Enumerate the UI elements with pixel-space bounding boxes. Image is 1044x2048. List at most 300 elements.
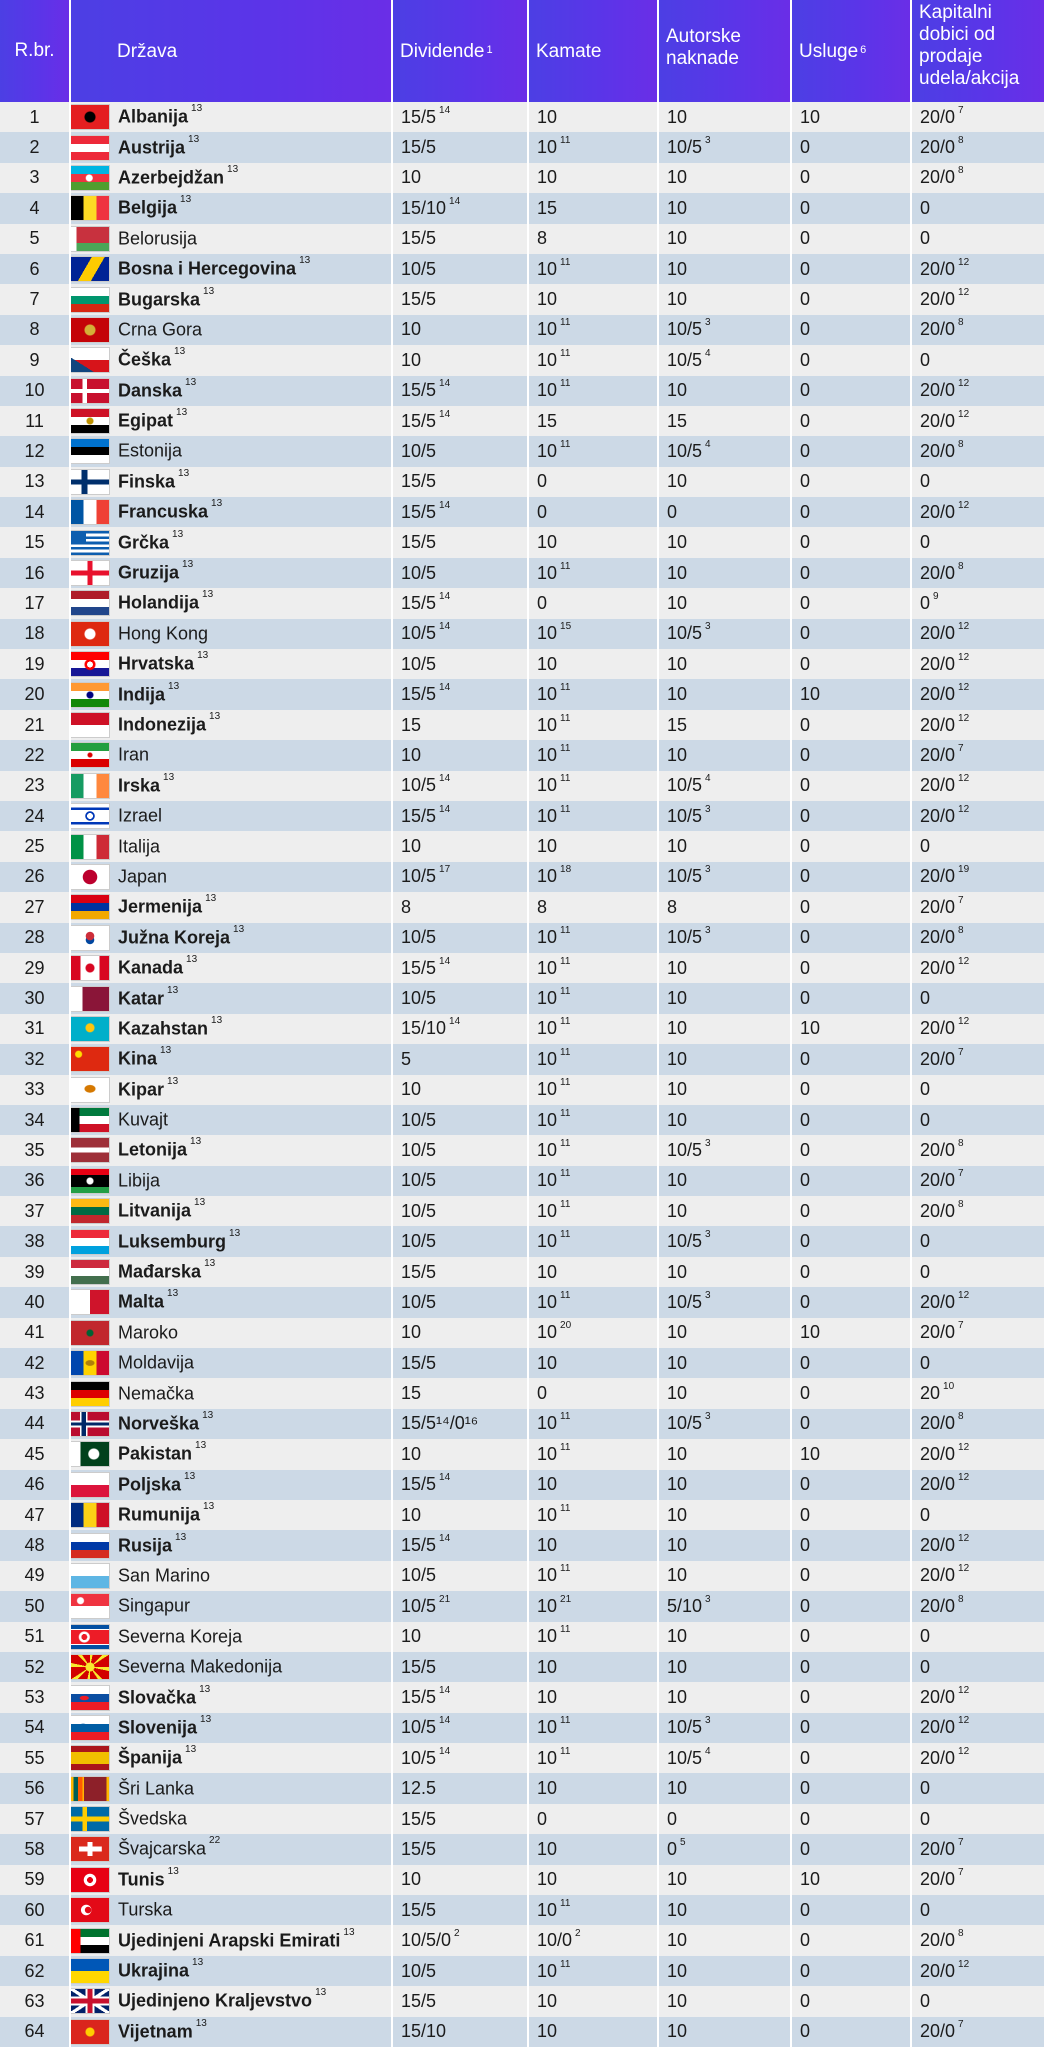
footnote-ref: 11 — [560, 1046, 571, 1058]
autorske-cell — [658, 345, 791, 375]
country-cell — [70, 1622, 392, 1652]
country-name: Rumunija — [118, 1504, 201, 1525]
footnote-ref: 11 — [560, 955, 571, 967]
footnote-ref: 11 — [560, 1289, 571, 1301]
kamate-value: 10 — [537, 258, 558, 279]
estonia-flag-icon — [71, 439, 109, 463]
dividende-value: 10 — [401, 1443, 422, 1464]
dividende-cell — [392, 558, 528, 588]
footnote-ref: 13 — [209, 711, 221, 722]
kapitalni-cell — [911, 619, 1044, 649]
country-cell — [70, 740, 392, 770]
kamate-value: 10 — [537, 1109, 558, 1130]
table-row — [0, 1044, 1044, 1074]
kamate-cell — [528, 1287, 658, 1317]
kazakhstan-flag-icon — [71, 1017, 109, 1041]
kapitalni-cell — [911, 1652, 1044, 1682]
table-row — [0, 892, 1044, 922]
indonesia-flag-icon — [71, 713, 109, 737]
kamate-cell — [528, 1591, 658, 1621]
dividende-cell — [392, 1865, 528, 1895]
kamate-cell — [528, 1530, 658, 1560]
autorske-value: 15 — [667, 410, 688, 431]
montenegro-flag-icon — [71, 318, 109, 342]
usluge-value: 0 — [800, 1352, 811, 1373]
footnote-ref: 13 — [167, 1865, 179, 1877]
kamate-cell — [528, 406, 658, 436]
country-cell — [70, 1865, 392, 1895]
usluge-cell — [791, 1834, 911, 1864]
footnote-ref: 11 — [560, 1715, 571, 1727]
kamate-cell — [528, 1044, 658, 1074]
kapitalni-cell — [911, 1500, 1044, 1530]
table-row — [0, 193, 1044, 223]
usluge-value: 0 — [800, 1687, 811, 1707]
kapitalni-value: 20/0 — [920, 137, 956, 158]
kapitalni-value: 20/0 — [920, 744, 956, 765]
dividende-cell — [392, 1956, 528, 1986]
libya-flag-icon — [71, 1169, 109, 1193]
dividende-value: 15/5 — [401, 1261, 437, 1282]
footnote-ref: 3 — [705, 621, 711, 633]
usluge-cell — [791, 1986, 911, 2016]
autorske-value: 10/5 — [667, 137, 703, 158]
uae-flag-icon — [71, 1929, 109, 1953]
dividende-value: 10/5 — [401, 1717, 437, 1738]
footnote-ref: 11 — [560, 1441, 571, 1453]
row-number: 6 — [29, 258, 40, 279]
country-name: Gruzija — [118, 562, 180, 583]
dividende-cell — [392, 1530, 528, 1560]
azerbaijan-flag-icon — [71, 166, 109, 190]
row-number: 43 — [24, 1383, 45, 1404]
footnote-ref: 4 — [705, 1745, 711, 1757]
dividende-value: 10 — [401, 1869, 422, 1890]
autorske-cell — [658, 193, 791, 223]
footnote-ref: 12 — [958, 651, 970, 663]
table-row — [0, 254, 1044, 284]
dividende-cell — [392, 1713, 528, 1743]
autorske-cell — [658, 467, 791, 497]
egypt-flag-icon — [71, 409, 109, 433]
kapitalni-cell — [911, 1530, 1044, 1560]
dividende-value: 15/5 — [401, 137, 437, 158]
dividende-value: 15/5 — [401, 957, 437, 978]
kamate-value: 10 — [537, 988, 558, 1009]
footnote-ref: 3 — [705, 317, 711, 329]
country-name: Indonezija — [118, 714, 207, 735]
table-row — [0, 1075, 1044, 1105]
canada-flag-icon — [71, 956, 109, 980]
kapitalni-value: 20/0 — [920, 1322, 956, 1343]
vietnam-flag-icon — [71, 2020, 109, 2044]
bosnia-flag-icon — [71, 257, 109, 281]
country-name: Švedska — [118, 1808, 188, 1829]
table-row — [0, 1743, 1044, 1773]
country-cell — [70, 1226, 392, 1256]
dividende-value: 10/5 — [401, 562, 437, 583]
kamate-cell — [528, 2017, 658, 2047]
kamate-cell — [528, 497, 658, 527]
france-flag-icon — [71, 500, 109, 524]
footnote-ref: 11 — [560, 256, 571, 268]
dividende-value: 10/5 — [401, 927, 437, 948]
usluge-value: 0 — [800, 2021, 811, 2042]
autorske-cell — [658, 1226, 791, 1256]
lithuania-flag-icon — [71, 1199, 109, 1223]
kapitalni-value: 0 — [920, 1079, 931, 1100]
spain-flag-icon — [71, 1746, 109, 1770]
table-row — [0, 1135, 1044, 1165]
row-number: 8 — [29, 319, 40, 340]
table-row — [0, 558, 1044, 588]
kamate-cell — [528, 1166, 658, 1196]
dividende-value: 10/5 — [401, 653, 437, 674]
dividende-value: 15 — [401, 1383, 422, 1404]
dividende-value: 10 — [401, 1322, 422, 1343]
kapitalni-value: 0 — [920, 1261, 931, 1282]
table-row — [0, 1622, 1044, 1652]
usluge-cell — [791, 1682, 911, 1712]
kamate-cell — [528, 558, 658, 588]
kamate-value: 10 — [537, 805, 558, 826]
footnote-ref: 7 — [958, 2019, 964, 2031]
autorske-value: 10 — [667, 106, 688, 127]
autorske-value: 10 — [667, 532, 688, 553]
footnote-ref: 8 — [958, 1593, 964, 1605]
country-name: Estonija — [118, 440, 183, 461]
footnote-ref: 13 — [176, 407, 188, 419]
usluge-value: 0 — [800, 258, 811, 279]
kapitalni-cell — [911, 1257, 1044, 1287]
autorske-cell — [658, 1500, 791, 1530]
kamate-cell — [528, 1135, 658, 1165]
table-row — [0, 1834, 1044, 1864]
usluge-value: 0 — [800, 1048, 811, 1069]
country-cell — [70, 649, 392, 679]
country-name: Egipat — [118, 410, 174, 431]
autorske-cell — [658, 527, 791, 557]
kamate-cell — [528, 467, 658, 497]
header-autorske-label: Autorske naknade — [666, 26, 741, 69]
usluge-value: 0 — [800, 1200, 811, 1221]
autorske-cell — [658, 923, 791, 953]
row-number: 54 — [24, 1717, 45, 1738]
autorske-value: 10/5 — [667, 1291, 703, 1312]
country-name: Vijetnam — [118, 2021, 193, 2042]
tunisia-flag-icon — [71, 1868, 109, 1892]
kapitalni-value: 0 — [920, 1778, 931, 1799]
kamate-value: 10 — [537, 623, 558, 644]
kamate-value: 10 — [537, 1990, 558, 2011]
row-number: 47 — [24, 1504, 45, 1525]
footnote-ref: 13 — [227, 163, 239, 175]
country-name: Kipar — [118, 1079, 165, 1100]
kamate-value: 10 — [537, 1170, 558, 1191]
row-number: 34 — [24, 1109, 45, 1130]
dividende-value: 15/5 — [401, 805, 437, 826]
country-name: Poljska — [118, 1474, 182, 1495]
dividende-value: 15/5 — [401, 106, 437, 127]
kapitalni-value: 20/0 — [920, 562, 956, 583]
footnote-ref: 11 — [560, 712, 571, 724]
kamate-cell — [528, 740, 658, 770]
autorske-cell — [658, 1439, 791, 1469]
footnote-ref: 14 — [449, 195, 461, 207]
table-row — [0, 1773, 1044, 1803]
footnote-ref: 7 — [958, 1168, 964, 1180]
dividende-cell — [392, 1470, 528, 1500]
country-cell — [70, 1591, 392, 1621]
kamate-cell — [528, 1713, 658, 1743]
kapitalni-cell — [911, 558, 1044, 588]
kamate-value: 10 — [537, 1079, 558, 1100]
kapitalni-cell — [911, 132, 1044, 162]
autorske-value: 10 — [667, 1869, 688, 1890]
usluge-value: 0 — [800, 957, 811, 978]
autorske-cell — [658, 1956, 791, 1986]
usluge-cell — [791, 2017, 911, 2047]
kapitalni-value: 20/0 — [920, 1838, 956, 1859]
dividende-cell — [392, 1834, 528, 1864]
dividende-cell — [392, 497, 528, 527]
dividende-cell — [392, 892, 528, 922]
usluge-cell — [791, 1713, 911, 1743]
usluge-value: 0 — [800, 775, 811, 796]
country-cell — [70, 1105, 392, 1135]
dividende-value: 10/5 — [401, 1747, 437, 1768]
dividende-value: 15/5 — [401, 684, 437, 705]
usluge-cell — [791, 1895, 911, 1925]
table-row — [0, 1865, 1044, 1895]
kapitalni-value: 0 — [920, 1109, 931, 1130]
footnote-ref: 13 — [205, 893, 217, 905]
autorske-cell — [658, 1652, 791, 1682]
country-name: Iran — [118, 744, 150, 765]
kamate-cell — [528, 1865, 658, 1895]
kapitalni-value: 0 — [920, 1899, 931, 1920]
usluge-value: 0 — [800, 1565, 811, 1586]
usluge-cell — [791, 771, 911, 801]
usluge-value: 0 — [800, 1231, 811, 1252]
kapitalni-value: 20/0 — [920, 684, 956, 705]
header-autorske — [658, 0, 791, 102]
dividende-value: 10 — [401, 744, 422, 765]
footnote-ref: 13 — [195, 1440, 207, 1452]
autorske-cell — [658, 436, 791, 466]
kamate-value: 10 — [537, 1231, 558, 1252]
table-row — [0, 710, 1044, 740]
country-name: Slovenija — [118, 1717, 198, 1738]
kamate-value: 8 — [537, 896, 548, 917]
autorske-cell — [658, 1166, 791, 1196]
footnote-ref: 13 — [185, 1744, 197, 1756]
dividende-value: 10/5 — [401, 775, 437, 796]
kapitalni-value: 20/0 — [920, 714, 956, 735]
footnote-ref: 13 — [188, 133, 200, 145]
footnote-ref: 13 — [194, 1197, 206, 1209]
country-name: Hrvatska — [118, 653, 195, 674]
usluge-cell — [791, 1530, 911, 1560]
dividende-cell — [392, 2017, 528, 2047]
footnote-ref: 5 — [680, 1836, 686, 1848]
usluge-value: 0 — [800, 836, 811, 857]
kapitalni-value: 20/0 — [920, 1747, 956, 1768]
footnote-ref: 14 — [439, 621, 451, 633]
kamate-cell — [528, 1470, 658, 1500]
country-name: Pakistan — [118, 1443, 193, 1464]
dividende-value: 15/5 — [401, 1474, 437, 1495]
israel-flag-icon — [71, 804, 109, 828]
dividende-cell — [392, 1287, 528, 1317]
country-name: Ukrajina — [118, 1960, 190, 1981]
usluge-value: 0 — [800, 1109, 811, 1130]
table-row — [0, 831, 1044, 861]
usluge-value: 0 — [800, 805, 811, 826]
kapitalni-value: 0 — [920, 532, 931, 553]
dividende-value: 15/5 — [401, 1838, 437, 1859]
kapitalni-value: 20/0 — [920, 1170, 956, 1191]
table-row — [0, 406, 1044, 436]
footnote-ref: 13 — [192, 1957, 204, 1969]
footnote-ref: 13 — [167, 1075, 179, 1087]
row-number: 52 — [24, 1656, 45, 1677]
footnote-ref: 12 — [958, 256, 970, 268]
footnote-ref: 12 — [958, 1745, 970, 1757]
row-number: 24 — [24, 805, 45, 826]
kamate-value: 10 — [537, 744, 558, 765]
country-cell — [70, 1561, 392, 1591]
kamate-value: 0 — [537, 1808, 548, 1829]
kapitalni-cell — [911, 1986, 1044, 2016]
country-cell — [70, 1135, 392, 1165]
dividende-value: 15/10 — [401, 1018, 447, 1039]
dividende-cell — [392, 193, 528, 223]
dividende-value: 10/5 — [401, 1170, 437, 1191]
country-name: Belgija — [118, 197, 178, 218]
footnote-ref: 11 — [560, 135, 571, 147]
autorske-cell — [658, 1044, 791, 1074]
dividende-cell — [392, 710, 528, 740]
country-name: Severna Koreja — [118, 1626, 243, 1647]
kamate-value: 10 — [537, 1869, 558, 1890]
autorske-cell — [658, 497, 791, 527]
country-name: Crna Gora — [118, 319, 203, 340]
country-cell — [70, 831, 392, 861]
country-name: Slovačka — [118, 1687, 197, 1707]
kamate-cell — [528, 1318, 658, 1348]
autorske-cell — [658, 224, 791, 254]
usluge-cell — [791, 406, 911, 436]
footnote-ref: 7 — [958, 1836, 964, 1848]
country-cell — [70, 619, 392, 649]
kamate-cell — [528, 1925, 658, 1955]
table-row — [0, 1318, 1044, 1348]
usluge-cell — [791, 740, 911, 770]
footnote-ref: 11 — [560, 438, 571, 450]
country-cell — [70, 1773, 392, 1803]
country-cell — [70, 345, 392, 375]
italy-flag-icon — [71, 835, 109, 859]
dividende-value: 10 — [401, 1504, 422, 1525]
usluge-cell — [791, 1956, 911, 1986]
autorske-value: 10 — [667, 1930, 688, 1951]
table-row — [0, 771, 1044, 801]
autorske-value: 10 — [667, 1383, 688, 1404]
country-cell — [70, 2017, 392, 2047]
country-name: Irska — [118, 775, 161, 796]
row-number: 2 — [29, 137, 40, 158]
footnote-ref: 14 — [439, 1533, 451, 1545]
usluge-cell — [791, 1561, 911, 1591]
dividende-value: 10/5 — [401, 1109, 437, 1130]
footnote-ref: 19 — [958, 864, 970, 876]
row-number: 21 — [24, 714, 45, 735]
slovenia-flag-icon — [71, 1716, 109, 1740]
kamate-value: 8 — [537, 228, 548, 249]
country-cell — [70, 1925, 392, 1955]
kapitalni-value: 20/0 — [920, 896, 956, 917]
footnote-ref: 2 — [575, 1928, 581, 1940]
table-row — [0, 163, 1044, 193]
table-row — [0, 619, 1044, 649]
footnote-ref: 3 — [705, 925, 711, 937]
kapitalni-cell — [911, 1470, 1044, 1500]
country-cell — [70, 1470, 392, 1500]
usluge-value: 0 — [800, 501, 811, 522]
country-name: Litvanija — [118, 1200, 192, 1221]
usluge-value: 0 — [800, 228, 811, 249]
row-number: 17 — [24, 592, 45, 613]
footnote-ref: 12 — [958, 1289, 970, 1301]
autorske-cell — [658, 132, 791, 162]
pakistan-flag-icon — [71, 1442, 109, 1466]
autorske-value: 8 — [667, 896, 678, 917]
footnote-ref: 3 — [705, 1289, 711, 1301]
footnote-ref: 11 — [560, 1958, 571, 1970]
kamate-cell — [528, 619, 658, 649]
autorske-value: 10 — [667, 1535, 688, 1556]
dividende-value: 15/5 — [401, 289, 437, 310]
dividende-cell — [392, 102, 528, 132]
armenia-flag-icon — [71, 895, 109, 919]
kapitalni-value: 0 — [920, 349, 931, 370]
autorske-cell — [658, 1865, 791, 1895]
autorske-value: 10 — [667, 289, 688, 310]
kamate-value: 10 — [537, 1443, 558, 1464]
kapitalni-value: 20/0 — [920, 1413, 956, 1434]
row-number: 30 — [24, 988, 45, 1009]
footnote-ref: 13 — [167, 984, 179, 996]
row-number: 20 — [24, 684, 45, 705]
usluge-value: 0 — [800, 1413, 811, 1434]
kapitalni-value: 0 — [920, 1231, 931, 1252]
usluge-value: 0 — [800, 532, 811, 553]
kamate-cell — [528, 923, 658, 953]
autorske-value: 10 — [667, 1656, 688, 1677]
kamate-value: 10 — [537, 1595, 558, 1616]
footnote-ref: 11 — [560, 1198, 571, 1210]
dividende-cell — [392, 1226, 528, 1256]
footnote-ref: 12 — [958, 408, 970, 420]
country-cell — [70, 254, 392, 284]
northmacedonia-flag-icon — [71, 1655, 109, 1679]
footnote-ref: 7 — [958, 894, 964, 906]
kapitalni-value: 0 — [920, 1504, 931, 1525]
footnote-ref: 12 — [958, 1958, 970, 1970]
autorske-value: 10/5 — [667, 1747, 703, 1768]
row-number: 45 — [24, 1443, 45, 1464]
